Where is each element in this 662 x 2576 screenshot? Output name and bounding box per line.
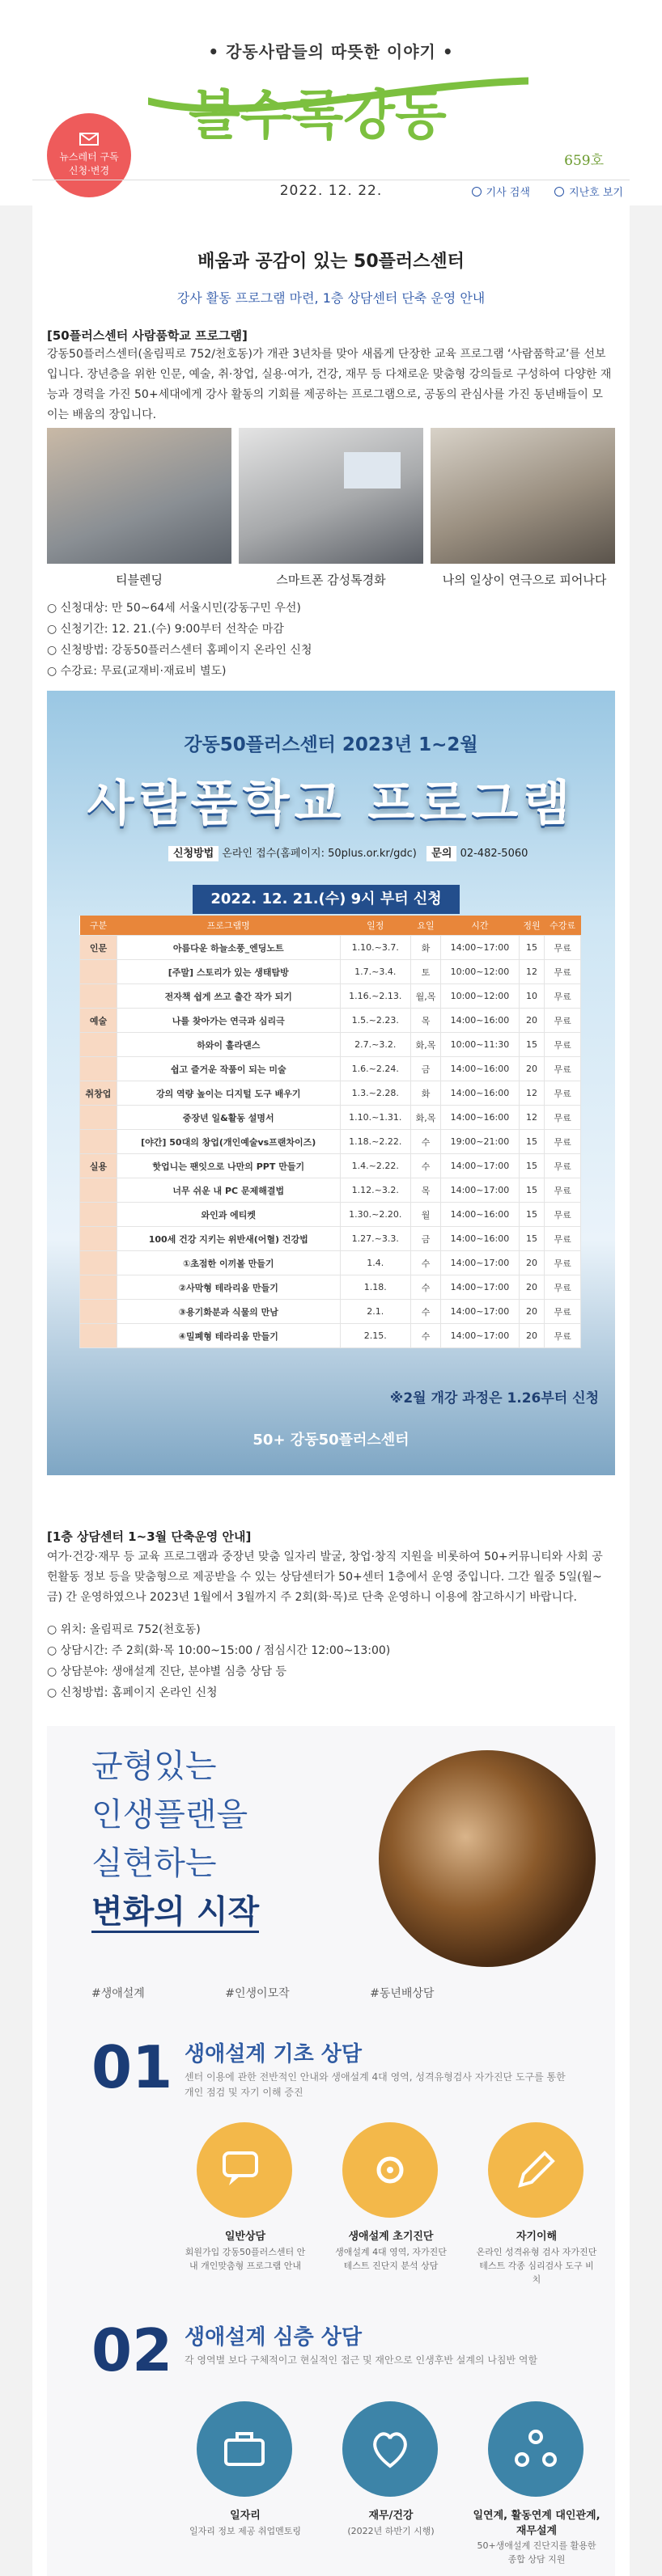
table-cell: 14:00~16:00 — [441, 1203, 520, 1227]
table-cell: 무료 — [545, 1227, 581, 1251]
table-row — [80, 1081, 581, 1106]
table-cell: 핫업니는 팬잇으로 나만의 PPT 만들기 — [117, 1154, 340, 1178]
item-title: 자기이해 — [516, 2231, 558, 2243]
issue-number: 659호 — [564, 153, 604, 169]
section-title: 생애설계 심층 상담 — [185, 2325, 363, 2350]
table-cell: 14:00~17:00 — [441, 936, 520, 960]
table-cell: 20 — [519, 1324, 544, 1348]
contact-value: 02-482-5060 — [460, 848, 528, 860]
headline-line: 실현하는 — [91, 1845, 217, 1882]
table-cell: 14:00~17:00 — [441, 1178, 520, 1203]
circle-network — [488, 2401, 583, 2497]
table-cell: 20 — [519, 1009, 544, 1033]
table-cell: 15 — [519, 1203, 544, 1227]
poster-footer: 50+ 강동50플러스센터 — [252, 1432, 410, 1449]
table-cell: 무료 — [545, 1033, 581, 1057]
table-cell — [80, 1324, 117, 1348]
circle-finance — [342, 2401, 438, 2497]
table-row — [80, 1178, 581, 1203]
table-cell: 나를 찾아가는 연극과 심리극 — [117, 1009, 340, 1033]
table-cell — [80, 1057, 117, 1081]
table-cell: 1.18.~2.22. — [340, 1130, 410, 1154]
table-cell: 쉽고 즐거운 작품이 되는 미술 — [117, 1057, 340, 1081]
table-cell: 12 — [519, 1081, 544, 1106]
coffee-image — [379, 1750, 596, 1967]
info-bullet: ○ 신청방법: 강동50플러스센터 홈페이지 온라인 신청 — [47, 641, 312, 658]
table-cell: 화,목 — [411, 1106, 441, 1130]
info-bullet: ○ 상담시간: 주 2회(화·목 10:00~15:00 / 점심시간 12:00~13:00) — [47, 1642, 390, 1658]
table-cell: 무료 — [545, 1154, 581, 1178]
table-header: 요일 — [411, 916, 441, 936]
top-links — [451, 184, 623, 199]
table-header: 구분 — [80, 916, 117, 936]
table-cell: 15 — [519, 1227, 544, 1251]
table-cell — [80, 1033, 117, 1057]
table-cell — [80, 1251, 117, 1275]
table-cell: 19:00~21:00 — [441, 1130, 520, 1154]
table-cell: 15 — [519, 936, 544, 960]
table-row — [80, 960, 581, 984]
table-header: 정원 — [519, 916, 544, 936]
table-cell: 20 — [519, 1300, 544, 1324]
table-cell: 14:00~16:00 — [441, 1057, 520, 1081]
table-cell: 수 — [411, 1324, 441, 1348]
table-cell — [80, 1178, 117, 1203]
table-cell: 무료 — [545, 936, 581, 960]
table-header: 수강료 — [545, 916, 581, 936]
table-cell: 인문 — [80, 936, 117, 960]
table-cell: 무료 — [545, 1324, 581, 1348]
open-date-banner: 2022. 12. 21.(수) 9시 부터 신청 — [193, 885, 460, 914]
chat-icon — [221, 2147, 268, 2193]
table-cell — [80, 1203, 117, 1227]
poster-apply-info — [168, 844, 528, 860]
subscribe-label-2: 신청·변경 — [68, 165, 110, 176]
hashtag: #인생이모작 — [225, 1987, 290, 2000]
section2-body: 여가·건강·재무 등 교육 프로그램과 중장년 맞춤 일자리 발굴, 창업·창직 지원을 비롯하여 50+커뮤니티와 사회 공헌활동 정보 등을 맞춤형으로 제공받을 수 있는 상담센터가 50+센터 1층에서 운영 중입니다. 그간 월중 5일(월~금) 간 운영하였으나 2023년 1월에서 3월까지 주 2회(화·목)로 단축 운영하니 이용에 참고하시기 바랍니다. — [47, 1550, 603, 1604]
table-cell: 10:00~12:00 — [441, 984, 520, 1009]
photo-caption: 티블렌딩 — [116, 573, 163, 587]
table-cell: 무료 — [545, 1178, 581, 1203]
item-desc: 생애설계 4대 영역, 자가진단 테스트 진단지 분석 상담 — [335, 2247, 447, 2271]
table-cell: 15 — [519, 1033, 544, 1057]
table-cell: 수 — [411, 1251, 441, 1275]
table-cell: 화 — [411, 1081, 441, 1106]
table-cell: 금 — [411, 1057, 441, 1081]
table-row — [80, 1300, 581, 1324]
projector-screen — [344, 452, 401, 489]
section-number: 01 — [91, 2033, 173, 2101]
table-header: 시간 — [441, 916, 520, 936]
table-row — [80, 1275, 581, 1300]
item-desc: 온라인 성격유형 검사 자가진단 테스트 각종 심리검사 도구 비치 — [476, 2247, 597, 2285]
table-cell: 1.12.~3.2. — [340, 1178, 410, 1203]
table-cell: 금 — [411, 1227, 441, 1251]
history-icon — [554, 187, 564, 197]
section-desc: 각 영역별 보다 구체적이고 현실적인 접근 및 재안으로 인생후반 설계의 나침반 역할 — [185, 2354, 538, 2366]
table-cell: 2.1. — [340, 1300, 410, 1324]
table-cell: 1.7.~3.4. — [340, 960, 410, 984]
table-cell: [주말] 스토리가 있는 생태탐방 — [117, 960, 340, 984]
gear-icon — [367, 2147, 414, 2193]
table-cell: [야간] 50대의 창업(개인예술vs프랜차이즈) — [117, 1130, 340, 1154]
circle-general — [197, 2122, 292, 2218]
table-cell — [80, 984, 117, 1009]
health-icon — [367, 2426, 414, 2472]
table-cell — [80, 1227, 117, 1251]
table-cell: 실용 — [80, 1154, 117, 1178]
item-title: 일자리 — [230, 2510, 261, 2522]
table-cell: 1.3.~2.28. — [340, 1081, 410, 1106]
table-cell: 무료 — [545, 1251, 581, 1275]
table-cell: 15 — [519, 1154, 544, 1178]
table-cell: 무료 — [545, 1057, 581, 1081]
photo-caption: 나의 일상이 연극으로 피어나다 — [442, 573, 607, 587]
section-desc: 센터 이용에 관한 전반적인 안내와 생애설계 4대 영역, 성격유형검사 자가진단 도구를 통한 개인 점검 및 자기 이해 증진 — [185, 2071, 566, 2098]
table-cell: 14:00~16:00 — [441, 1227, 520, 1251]
table-cell: 수 — [411, 1154, 441, 1178]
item-title: 일연계, 활동연계 대인관계, 재무설계 — [473, 2510, 600, 2537]
table-header: 프로그램명 — [117, 916, 340, 936]
subscribe-label-1: 뉴스레터 구독 — [59, 151, 119, 163]
table-cell: 너무 쉬운 내 PC 문제해결법 — [117, 1178, 340, 1203]
article-title: 배움과 공감이 있는 50플러스센터 — [197, 252, 465, 272]
header — [0, 0, 662, 176]
table-cell: 1.10.~3.7. — [340, 936, 410, 960]
table-cell: 100세 건강 지키는 위반새(어혈) 건강법 — [117, 1227, 340, 1251]
article-subtitle: 강사 활동 프로그램 마련, 1층 상담센터 단축 운영 안내 — [176, 290, 486, 306]
table-cell: 14:00~16:00 — [441, 1009, 520, 1033]
table-cell: 취창업 — [80, 1081, 117, 1106]
table-cell: 무료 — [545, 960, 581, 984]
table-cell: ③용기화분과 식물의 만남 — [117, 1300, 340, 1324]
poster-title: 사람품학교 프로그램 — [87, 776, 575, 832]
circle-diagnosis — [342, 2122, 438, 2218]
table-cell: ①초점한 이끼볼 만들기 — [117, 1251, 340, 1275]
table-row — [80, 936, 581, 960]
pencil-icon — [512, 2147, 559, 2193]
table-cell: 화 — [411, 936, 441, 960]
table-cell: 15 — [519, 1130, 544, 1154]
table-cell: 10 — [519, 984, 544, 1009]
table-cell: 하와이 훌라댄스 — [117, 1033, 340, 1057]
table-cell: 2.15. — [340, 1324, 410, 1348]
table-cell: 수 — [411, 1130, 441, 1154]
photo-smartphone-class — [239, 428, 423, 564]
table-cell: ②사막형 테라리움 만들기 — [117, 1275, 340, 1300]
table-cell: 강의 역량 높이는 디지털 도구 배우기 — [117, 1081, 340, 1106]
table-row — [80, 1227, 581, 1251]
table-row — [80, 1009, 581, 1033]
headline-bold: 변화의 시작 — [91, 1888, 259, 1936]
item-title: 생애설계 초기진단 — [348, 2231, 434, 2243]
hashtag: #생애설계 — [91, 1987, 145, 2000]
past-issues-link[interactable]: 지난호 보기 — [554, 187, 623, 199]
table-cell: 무료 — [545, 1130, 581, 1154]
headline-line: 균형있는 — [91, 1748, 217, 1785]
table-cell: 토 — [411, 960, 441, 984]
info-bullet: ○ 신청방법: 홈페이지 온라인 신청 — [47, 1684, 218, 1700]
briefcase-icon — [221, 2426, 268, 2472]
table-cell: 와인과 에티켓 — [117, 1203, 340, 1227]
table-cell: 14:00~17:00 — [441, 1251, 520, 1275]
table-row — [80, 1324, 581, 1348]
table-cell: 월 — [411, 1203, 441, 1227]
table-header: 일정 — [340, 916, 410, 936]
table-cell — [80, 1275, 117, 1300]
info-bullet: ○ 신청기간: 12. 21.(수) 9:00부터 선착순 마감 — [47, 620, 284, 637]
table-cell: 1.27.~3.3. — [340, 1227, 410, 1251]
table-cell: 화,목 — [411, 1033, 441, 1057]
issue-date: 2022. 12. 22. — [279, 183, 383, 199]
tagline: • 강동사람들의 따뜻한 이야기 • — [208, 42, 454, 61]
table-cell: 14:00~17:00 — [441, 1324, 520, 1348]
info-bullet: ○ 상담분야: 생애설계 진단, 분야별 심층 상담 등 — [47, 1663, 286, 1679]
table-cell: 중장년 일&활동 설명서 — [117, 1106, 340, 1130]
table-cell: 1.16.~2.13. — [340, 984, 410, 1009]
table-row — [80, 1033, 581, 1057]
table-cell: 아름다운 하늘소풍_엔딩노트 — [117, 936, 340, 960]
hashtag: #동년배상담 — [370, 1987, 435, 2000]
table-cell: 14:00~17:00 — [441, 1275, 520, 1300]
table-row — [80, 1057, 581, 1081]
table-cell: 14:00~17:00 — [441, 1300, 520, 1324]
article-search-link[interactable]: 기사 검색 — [472, 187, 530, 199]
item-desc: 회원가입 강동50플러스센터 안내 개인맞춤형 프로그램 안내 — [185, 2247, 306, 2271]
table-cell: 20 — [519, 1251, 544, 1275]
table-cell — [80, 1106, 117, 1130]
table-cell: 목 — [411, 1178, 441, 1203]
circle-job — [197, 2401, 292, 2497]
table-cell: 전자책 쉽게 쓰고 출간 작가 되기 — [117, 984, 340, 1009]
poster-note: ※2월 개강 과정은 1.26부터 신청 — [389, 1390, 599, 1406]
item-desc: 일자리 정보 제공 취업멘토링 — [189, 2526, 301, 2536]
table-cell: 1.4. — [340, 1251, 410, 1275]
table-cell: 1.6.~2.24. — [340, 1057, 410, 1081]
section-number: 02 — [91, 2316, 173, 2384]
table-cell: 10:00~11:30 — [441, 1033, 520, 1057]
section-title: 생애설계 기초 상담 — [185, 2042, 363, 2066]
content-card — [32, 205, 630, 2576]
item-title: 재무/건강 — [368, 2510, 414, 2522]
table-cell: 1.18. — [340, 1275, 410, 1300]
table-cell: 12 — [519, 1106, 544, 1130]
table-cell: 예술 — [80, 1009, 117, 1033]
table-cell: 12 — [519, 960, 544, 984]
section1-title: [50플러스센터 사람품학교 프로그램] — [47, 328, 248, 343]
apply-value: 온라인 접수(홈페이지: 50plus.or.kr/gdc) — [222, 848, 417, 860]
logo-icon[interactable] — [148, 77, 528, 142]
photo-gallery — [47, 428, 615, 564]
table-cell — [80, 960, 117, 984]
logo-text: 볼수록강동 — [189, 84, 447, 142]
table-row — [80, 1154, 581, 1178]
search-icon — [472, 187, 482, 197]
table-cell: 수 — [411, 1300, 441, 1324]
circle-self — [488, 2122, 583, 2218]
table-cell: ④밀폐형 테라리움 만들기 — [117, 1324, 340, 1348]
table-row — [80, 1130, 581, 1154]
section2-title: [1층 상담센터 1~3월 단축운영 안내] — [47, 1529, 252, 1544]
section1-body: 강동50플러스센터(올림픽로 752/천호동)가 개관 3년차를 맞아 새롭게 단장한 교육 프로그램 ‘사람품학교’를 선보입니다. 장년층을 위한 인문, 예술, 취·창업, 실용·여가, 건강, 재무 등 다채로운 맞춤형 강의들로 구성하여 다양한 재능과 경력을 가진 50+세대에게 강사 활동의 기회를 제공하는 프로그램으로, 공동의 관심사를 가진 동년배들이 모이는 배움의 장입니다. — [47, 348, 612, 421]
table-cell: 무료 — [545, 1106, 581, 1130]
table-cell — [80, 1130, 117, 1154]
table-cell: 15 — [519, 1178, 544, 1203]
item-desc: (2022년 하반기 시행) — [347, 2526, 435, 2536]
mail-icon — [79, 133, 99, 146]
table-cell: 2.7.~3.2. — [340, 1033, 410, 1057]
table-cell: 1.5.~2.23. — [340, 1009, 410, 1033]
table-row — [80, 984, 581, 1009]
table-cell: 무료 — [545, 1300, 581, 1324]
table-cell: 수 — [411, 1275, 441, 1300]
hashtags — [91, 1985, 511, 2001]
table-cell: 무료 — [545, 1275, 581, 1300]
table-cell: 1.10.~1.31. — [340, 1106, 410, 1130]
apply-label: 신청방법 — [168, 846, 219, 861]
table-row — [80, 1251, 581, 1275]
info-bullet: ○ 신청대상: 만 50~64세 서울시민(강동구민 우선) — [47, 599, 301, 615]
headline-line: 인생플랜을 — [91, 1796, 248, 1834]
program-table — [79, 916, 581, 1348]
contact-label: 문의 — [426, 846, 456, 861]
table-cell: 무료 — [545, 1009, 581, 1033]
photo-theatre-class — [431, 428, 615, 564]
table-cell — [80, 1300, 117, 1324]
info-bullet: ○ 수강료: 무료(교재비·재료비 별도) — [47, 662, 226, 679]
table-cell: 1.30.~2.20. — [340, 1203, 410, 1227]
table-row — [80, 1106, 581, 1130]
counseling-infographic — [47, 1726, 615, 2576]
table-cell: 10:00~12:00 — [441, 960, 520, 984]
item-desc: 50+생애설계 진단지를 활용한 종합 상담 지원 — [477, 2540, 596, 2565]
table-cell: 14:00~17:00 — [441, 1154, 520, 1178]
program-poster — [47, 691, 615, 1475]
item-title: 일반상담 — [224, 2231, 266, 2243]
network-icon — [512, 2426, 559, 2472]
table-cell: 무료 — [545, 1203, 581, 1227]
table-cell: 14:00~16:00 — [441, 1081, 520, 1106]
poster-subtitle: 강동50플러스센터 2023년 1~2월 — [184, 734, 478, 755]
photo-caption: 스마트폰 감성톡경화 — [276, 573, 386, 587]
table-cell: 목 — [411, 1009, 441, 1033]
table-cell: 월,목 — [411, 984, 441, 1009]
info-bullet: ○ 위치: 올림픽로 752(천호동) — [47, 1621, 201, 1637]
table-cell: 14:00~16:00 — [441, 1106, 520, 1130]
table-cell: 1.4.~2.22. — [340, 1154, 410, 1178]
table-cell: 무료 — [545, 984, 581, 1009]
table-row — [80, 1203, 581, 1227]
table-cell: 무료 — [545, 1081, 581, 1106]
photo-tea-blending — [47, 428, 231, 564]
table-cell: 20 — [519, 1057, 544, 1081]
table-cell: 20 — [519, 1275, 544, 1300]
